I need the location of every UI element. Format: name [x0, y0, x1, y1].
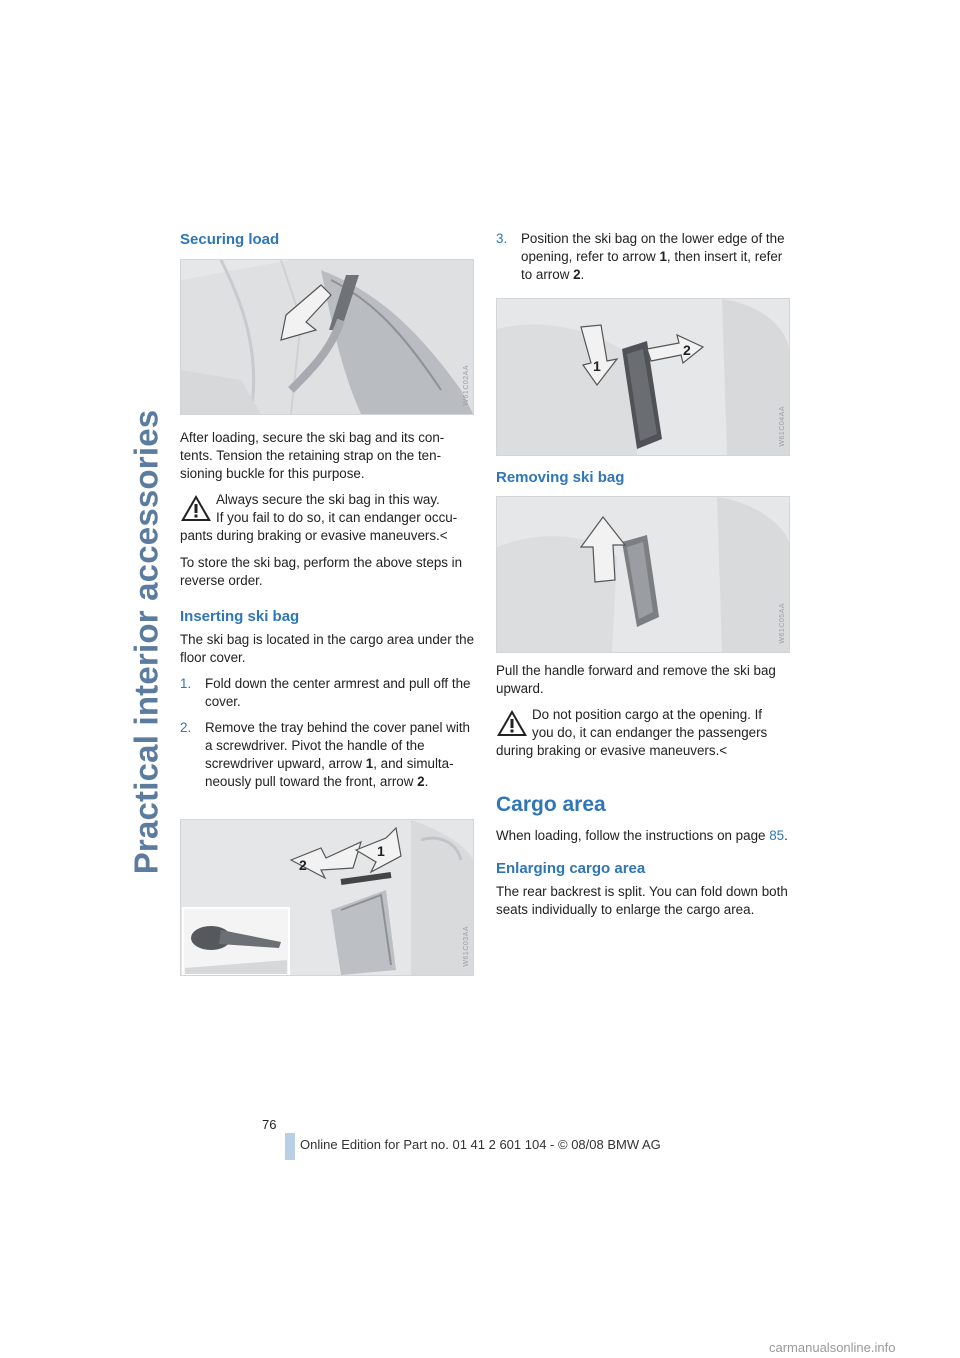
securing-paragraph: After loading, secure the ski bag and its con-tents. Tension the retaining strap on the ten-sioning buckle for this purpose. — [180, 430, 445, 481]
removing-paragraph: Pull the handle forward and remove the ski bag upward. — [496, 663, 776, 696]
footer-accent-bar — [285, 1133, 295, 1160]
svg-text:2: 2 — [299, 857, 307, 873]
heading-securing-load: Securing load — [180, 231, 280, 248]
image-code: W61C04AA — [779, 406, 786, 447]
image-code: W61C03AA — [463, 926, 470, 967]
step-1: 1. Fold down the center armrest and pull off the cover. — [180, 676, 471, 709]
heading-cargo-area: Cargo area — [496, 793, 606, 816]
svg-text:1: 1 — [593, 358, 601, 374]
image-code: W61C05AA — [779, 603, 786, 644]
photo-remove-tray — [180, 819, 474, 976]
store-paragraph: To store the ski bag, perform the above steps in reverse order. — [180, 555, 463, 588]
ski-bag-insert-illustration — [497, 299, 789, 455]
photo-remove-ski-bag — [496, 496, 790, 653]
cargo-paragraph: When loading, follow the instructions on page 85. — [496, 828, 788, 843]
page-85-link[interactable]: 85 — [769, 828, 785, 843]
heading-removing-ski-bag: Removing ski bag — [496, 469, 625, 486]
inserting-steps — [180, 675, 475, 791]
ski-bag-removal-illustration — [497, 497, 789, 652]
svg-text:1: 1 — [377, 843, 385, 859]
seat-strap-illustration — [181, 260, 473, 414]
heading-enlarging-cargo-area: Enlarging cargo area — [496, 860, 646, 877]
svg-text:2: 2 — [683, 342, 691, 358]
chapter-side-title: Practical interior accessories — [127, 409, 165, 875]
step-2: 2. Remove the tray behind the cover panel with a screwdriver. Pivot the handle of the screwdriver upward, arrow 1, and simulta-neously pull toward the front, arrow 2. — [180, 720, 470, 789]
inserting-steps-continued — [496, 230, 790, 284]
right-column — [496, 228, 790, 919]
photo-securing-load — [180, 259, 474, 415]
warning-note-2: Do not position cargo at the opening. If you do, it can endanger the passengers during braking or evasive maneuvers.< — [496, 707, 768, 758]
site-watermark: carmanualsonline.info — [769, 1340, 896, 1355]
heading-inserting-ski-bag: Inserting ski bag — [180, 608, 300, 625]
left-column — [180, 228, 475, 976]
step-3: 3. Position the ski bag on the lower edge of the opening, refer to arrow 1, then insert it, refer to arrow 2. — [496, 231, 785, 282]
inserting-paragraph: The ski bag is located in the cargo area under the floor cover. — [180, 632, 475, 665]
edition-note: Online Edition for Part no. 01 41 2 601 104 - © 08/08 BMW AG — [300, 1137, 661, 1152]
warning-note-1: Always secure the ski bag in this way. If you fail to do so, it can endanger occu- pants during braking or evasive maneuvers.< — [180, 492, 458, 543]
photo-insert-ski-bag — [496, 298, 790, 456]
image-code: W61C02AA — [463, 365, 470, 406]
warning-triangle-icon — [496, 709, 528, 737]
page-number: 76 — [262, 1117, 277, 1132]
enlarging-paragraph: The rear backrest is split. You can fold down both seats individually to enlarge the cargo area. — [496, 884, 788, 917]
screwdriver-illustration — [181, 820, 473, 975]
warning-triangle-icon — [180, 494, 212, 522]
